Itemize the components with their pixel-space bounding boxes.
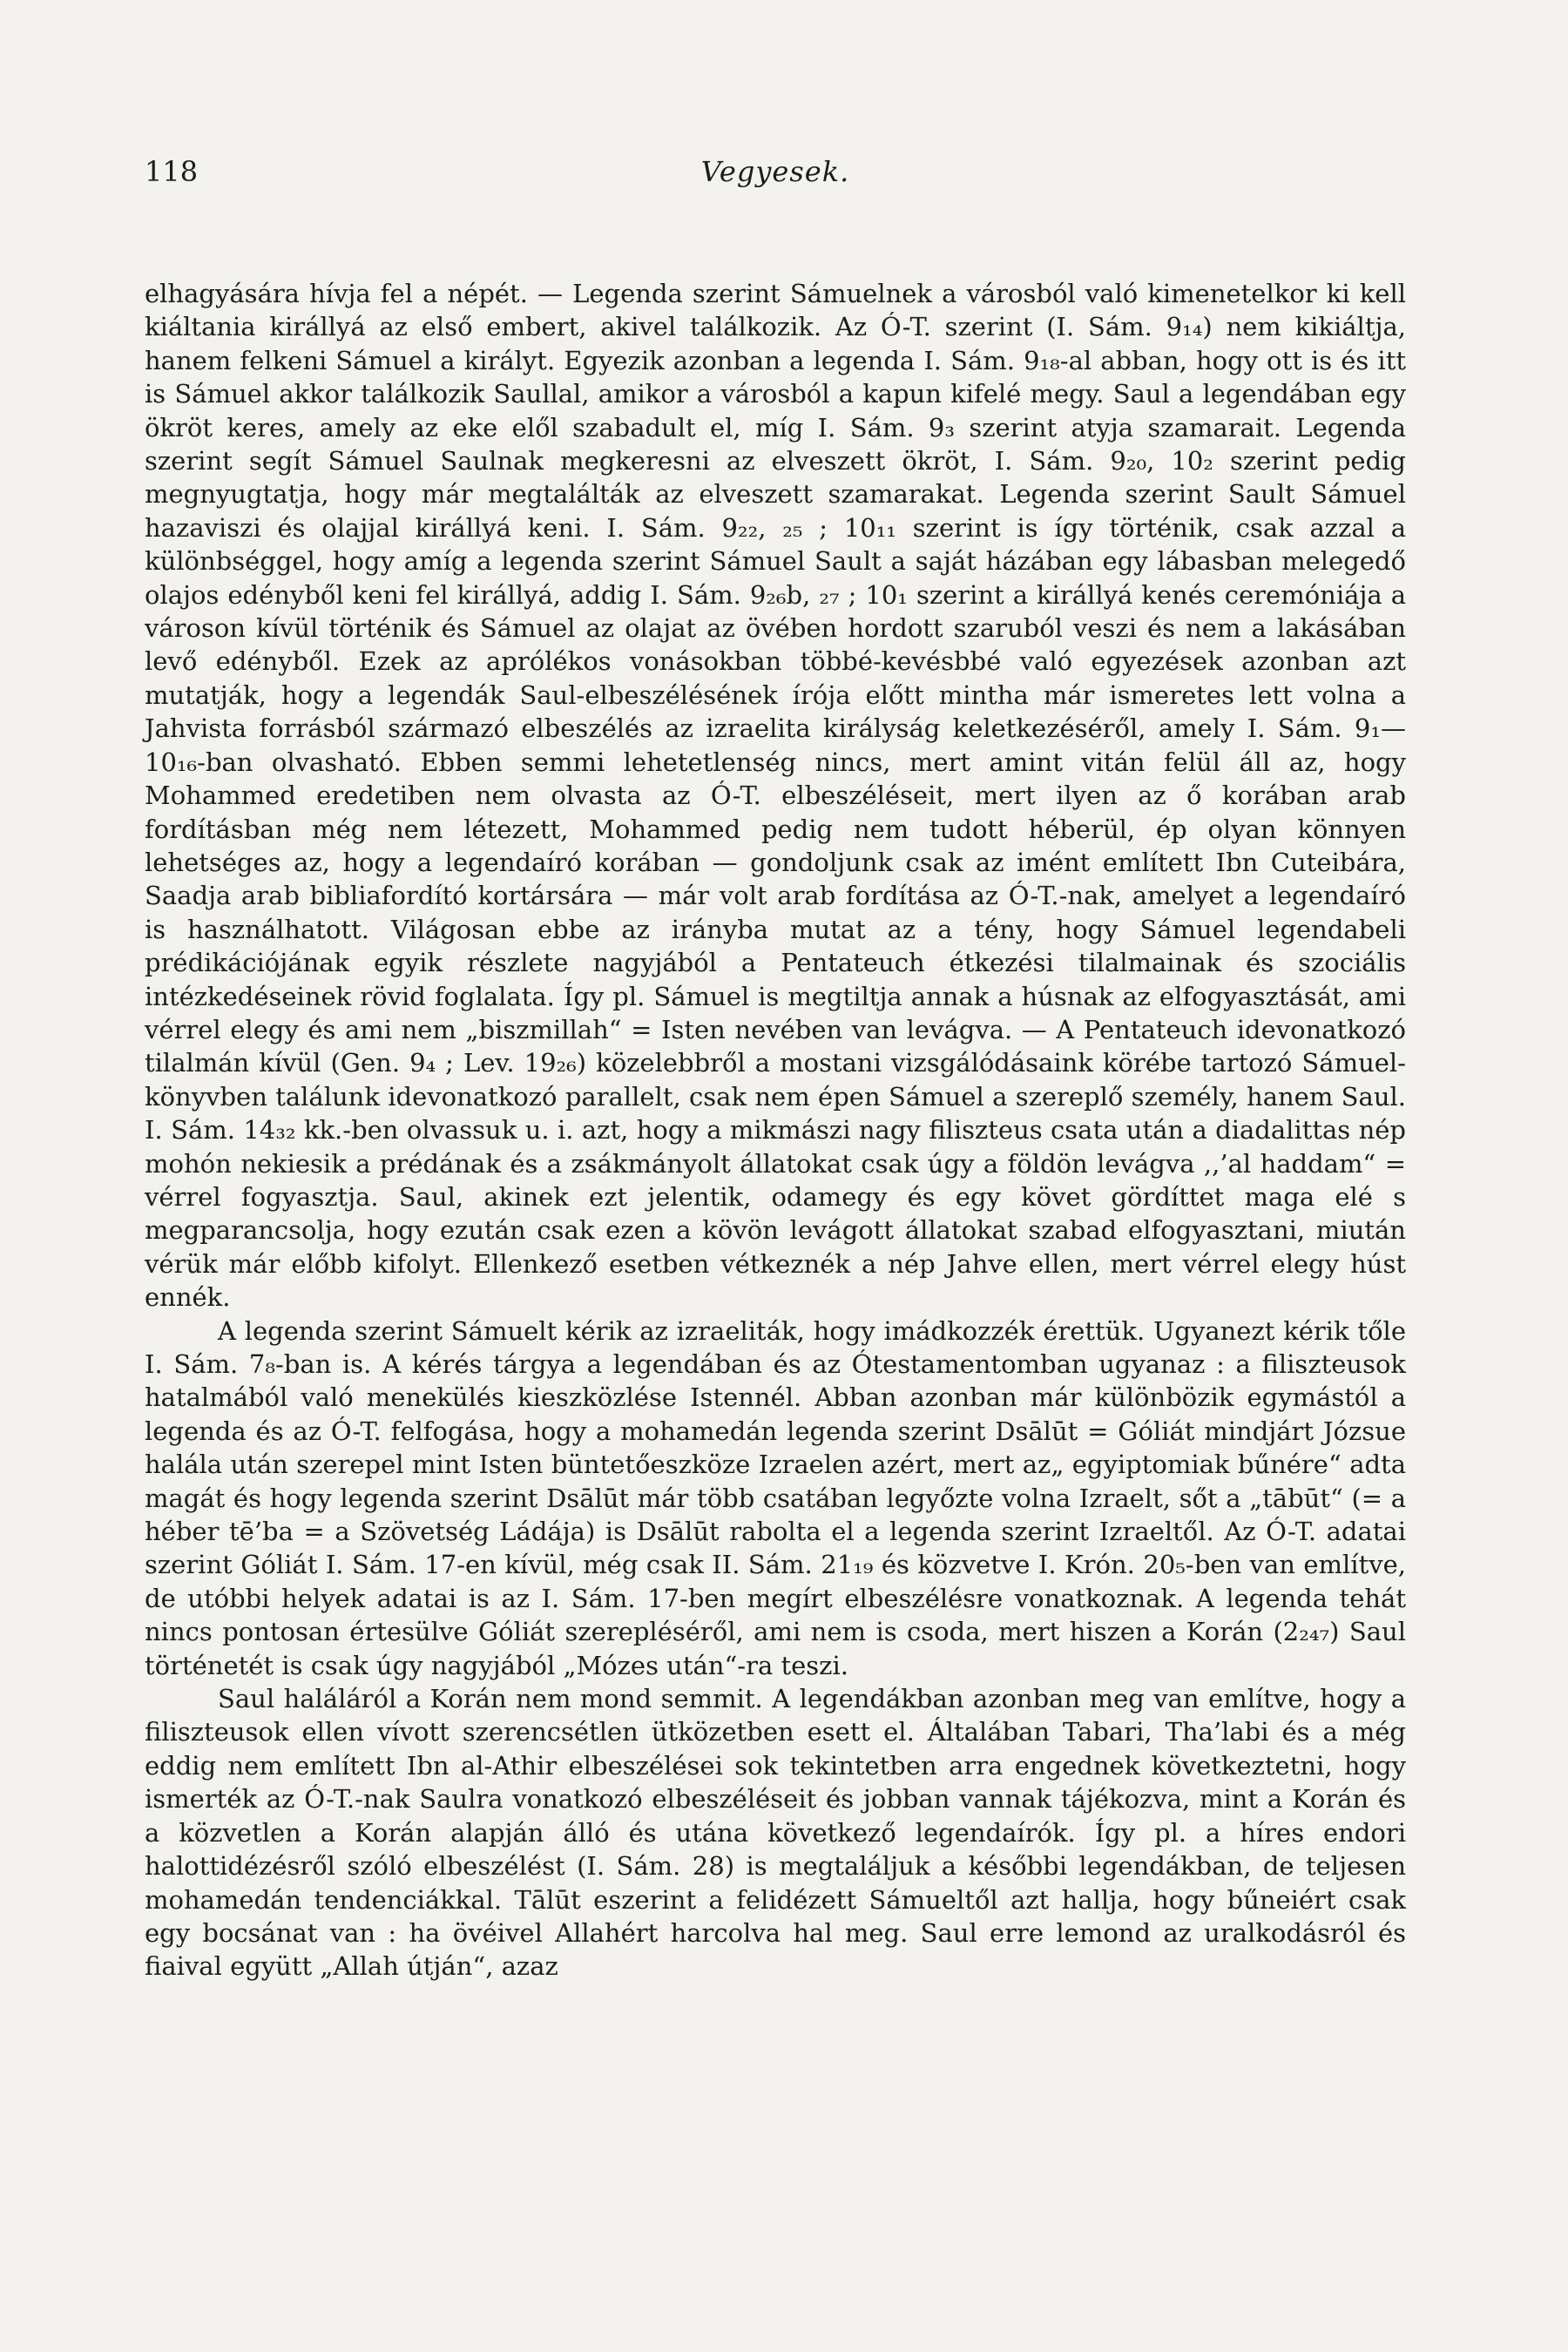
- paragraph-3: Saul haláláról a Korán nem mond semmit. A legendákban azonban meg van említve, hogy a filiszteusok ellen vívott szerencsétlen ütközetben esett el. Általában Tabari, Tha’labi és a még eddig nem említett Ibn al-Athir elbeszélései sok tekintetben arra engednek következtetni, hogy ismerték az Ó-T.-nak Saulra vonatkozó elbeszéléseit és jobban vannak tájékozva, mint a Korán és a közvetlen a Korán alapján álló és utána következő legendaírók. Így pl. a híres endori halottidézésről szóló elbeszélést (I. Sám. 28) is megtaláljuk a későbbi legendákban, de teljesen mohamedán tendenciákkal. Tālūt eszerint a felidézett Sámueltől azt hallja, hogy bűneiért csak egy bocsánat van : ha övéivel Allahért harcolva hal meg. Saul erre lemond az uralkodásról és fiaival együtt „Allah útján“, azaz: [145, 1684, 1406, 1982]
- running-title: Vegyesek.: [700, 155, 850, 188]
- page-header: [145, 155, 1406, 199]
- paragraph-1: elhagyására hívja fel a népét. — Legenda szerint Sámuelnek a városból való kimenetelkor ki kell kiáltania királlyá az első embert, akivel találkozik. Az Ó-T. szerint (I. Sám. 9₁₄) nem kikiáltja, hanem felkeni Sámuel a királyt. Egyezik azonban a legenda I. Sám. 9₁₈-al abban, hogy ott is és itt is Sámuel akkor találkozik Saullal, amikor a városból a kapun kifelé megy. Saul a legendában egy ökröt keres, amely az eke elől szabadult el, míg I. Sám. 9₃ szerint atyja szamarait. Legenda szerint segít Sámuel Saulnak megkeresni az elveszett ökröt, I. Sám. 9₂₀, 10₂ szerint pedig megnyugtatja, hogy már megtalálták az elveszett szamarakat. Legenda szerint Sault Sámuel hazaviszi és olajjal királlyá keni. I. Sám. 9₂₂, ₂₅ ; 10₁₁ szerint is így történik, csak azzal a különbséggel, hogy amíg a legenda szerint Sámuel Sault a saját házában egy lábasban melegedő olajos edényből keni fel királlyá, addig I. Sám. 9₂₆b, ₂₇ ; 10₁ szerint a királlyá kenés ceremóniája a városon kívül történik és Sámuel az olajat az övében hordott szaruból veszi és nem a lakásában levő edényből. Ezek az aprólékos vonásokban többé-kevésbbé való egyezések azonban azt mutatják, hogy a legendák Saul-elbeszélésének írója előtt mintha már ismeretes lett volna a Jahvista forrásból származó elbeszélés az izraelita királyság keletkezéséről, amely I. Sám. 9₁—10₁₆-ban olvasható. Ebben semmi lehetetlenség nincs, mert amint vitán felül áll az, hogy Mohammed eredetiben nem olvasta az Ó-T. elbeszéléseit, mert ilyen az ő korában arab fordításban még nem létezett, Mohammed pedig nem tudott héberül, ép olyan könnyen lehetséges az, hogy a legendaíró korában — gondoljunk csak az imént említett Ibn Cuteibára, Saadja arab bibliafordító kortársára — már volt arab fordítása az Ó-T.-nak, amelyet a legendaíró is használhatott. Világosan ebbe az irányba mutat az a tény, hogy Sámuel legendabeli prédikációjának egyik részlete nagyjából a Pentateuch étkezési tilalmainak és szociális intézkedéseinek rövid foglalata. Így pl. Sámuel is megtiltja annak a húsnak az elfogyasztását, ami vérrel elegy és ami nem „biszmillah“ = Isten nevében van levágva. — A Pentateuch idevonatkozó tilalmán kívül (Gen. 9₄ ; Lev. 19₂₆) közelebbről a mostani vizsgálódásaink körébe tartozó Sámuel-könyvben találunk idevonatkozó parallelt, csak nem épen Sámuel a szereplő személy, hanem Saul. I. Sám. 14₃₂ kk.-ben olvassuk u. i. azt, hogy a mikmászi nagy filiszteus csata után a diadalittas nép mohón nekiesik a prédának és a zsákmányolt állatokat csak úgy a földön levágva ,,’al haddam“ = vérrel fogyasztja. Saul, akinek ezt jelentik, odamegy és egy követ gördíttet maga elé s megparancsolja, hogy ezután csak ezen a kövön levágott állatokat szabad elfogyasztani, miután vérük már előbb kifolyt. Ellenkező esetben vétkeznék a nép Jahve ellen, mert vérrel elegy húst ennék.: [145, 279, 1406, 1313]
- body-text: [145, 277, 1406, 1984]
- page-number: 118: [145, 155, 199, 188]
- paragraph-2: A legenda szerint Sámuelt kérik az izraeliták, hogy imádkozzék érettük. Ugyanezt kérik tőle I. Sám. 7₈-ban is. A kérés tárgya a legendában és az Ótestamentomban ugyanaz : a filiszteusok hatalmából való menekülés kieszközlése Istennél. Abban azonban már különbözik egymástól a legenda és az Ó-T. felfogása, hogy a mohamedán legenda szerint Dsālūt = Góliát mindjárt Józsue halála után szerepel mint Isten büntetőeszköze Izraelen azért, mert az„ egyiptomiak bűnére“ adta magát és hogy legenda szerint Dsālūt már több csatában legyőzte volna Izraelt, sőt a „tābūt“ (= a héber tē’ba = a Szövetség Ládája) is Dsālūt rabolta el a legenda szerint Izraeltől. Az Ó-T. adatai szerint Góliát I. Sám. 17-en kívül, még csak II. Sám. 21₁₉ és közvetve I. Krón. 20₅-ben van említve, de utóbbi helyek adatai is az I. Sám. 17-ben megírt elbeszélésre vonatkoznak. A legenda tehát nincs pontosan értesülve Góliát szerepléséről, ami nem is csoda, mert hiszen a Korán (2₂₄₇) Saul történetét is csak úgy nagyjából „Mózes után“-ra teszi.: [145, 1315, 1406, 1680]
